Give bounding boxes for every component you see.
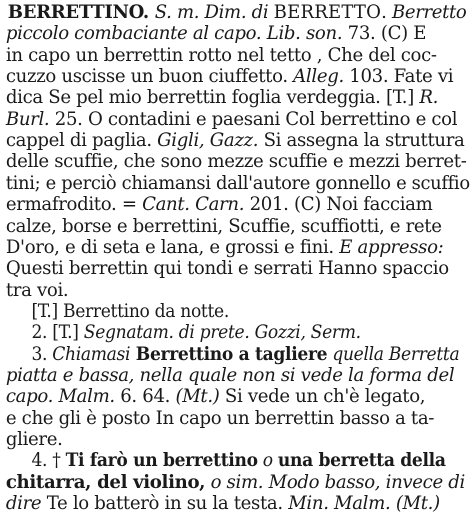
entry-line <box>0 450 470 472</box>
entry-text-segment: cappel di paglia. <box>5 130 158 152</box>
entry-line <box>0 280 470 302</box>
entry-text-segment: dire <box>5 493 42 515</box>
entry-text-segment: Berretto <box>391 2 467 23</box>
entry-text-segment: 2. [T.] <box>31 322 84 344</box>
entry-line <box>0 194 470 216</box>
entry-text-segment: BERRETTINO <box>7 2 143 23</box>
entry-line <box>0 408 470 430</box>
entry-text-segment: D'oro, e di seta e lana, e grossi e fini. <box>5 236 340 258</box>
entry-text-segment: 3. <box>31 343 53 365</box>
entry-text-segment: Burl. <box>5 108 50 130</box>
entry-text-segment: Min. Malm. <box>288 493 391 515</box>
entry-line <box>0 237 470 259</box>
entry-text-segment: gliere. <box>5 429 63 450</box>
entry-text-segment: 4. † <box>31 450 66 472</box>
entry-line <box>0 87 470 109</box>
entry-line <box>0 66 470 88</box>
entry-text-segment: Questi berrettin qui tondi e serrati Hanno spaccio <box>5 258 449 280</box>
entry-text-segment: Alleg. <box>293 66 344 88</box>
entry-text-segment: (Mt.) <box>395 493 440 515</box>
entry-line <box>0 301 470 323</box>
entry-text-segment: 73. (C) E <box>342 23 427 45</box>
entry-text-segment: Chiamasi <box>52 343 131 365</box>
entry-text-segment: 103. Fate vi <box>343 66 454 88</box>
entry-text-segment: ermafrodito. = <box>5 194 143 216</box>
entry-text-segment: 25. O contadini e paesani Col berrettino e col <box>49 108 458 130</box>
entry-line <box>0 172 470 195</box>
entry-text-segment: Berrettino a tagliere <box>130 343 328 365</box>
entry-text-segment: e che gli è posto In capo un berrettin basso a ta- <box>5 407 435 429</box>
entry-text-segment: tra voi. <box>5 279 69 301</box>
entry-text-segment: Te lo batterò in su la testa. <box>41 493 289 515</box>
entry-line <box>0 130 470 152</box>
entry-text-segment: piatta e bassa, nella quale non si vede la forma del <box>5 364 455 386</box>
entry-line <box>0 386 470 408</box>
entry-text-segment: o <box>257 450 278 472</box>
entry-text-segment: in capo un berrettin rotto nel tetto , Che del coc- <box>5 44 437 66</box>
entry-line <box>0 472 470 494</box>
entry-line <box>0 216 470 238</box>
entry-line <box>0 258 470 280</box>
entry-text-segment: E appresso: <box>339 236 444 258</box>
entry-text-segment: Cant. Carn. <box>142 194 245 216</box>
entry-text-segment: chitarra, del violino, <box>5 471 206 493</box>
entry-text-segment: o sim. Modo basso, invece di <box>205 471 465 493</box>
entry-text-segment: 6. 64. <box>114 386 176 408</box>
entry-text-segment: BERRETTO <box>273 2 382 23</box>
entry-text-segment: (Mt.) <box>175 386 220 408</box>
entry-text-segment: Gigli, Gazz. <box>157 130 259 152</box>
entry-text-segment: Si vede un ch'è legato, <box>219 386 426 408</box>
entry-line <box>0 23 470 45</box>
entry-text-segment: una berretta della <box>277 450 446 472</box>
entry-text-segment: dica Se pel mio berrettin foglia verdeggia. [T.] <box>5 87 420 109</box>
entry-text-segment: Si assegna la struttura <box>258 130 465 152</box>
entry-line <box>0 109 470 131</box>
entry-line <box>0 322 470 344</box>
entry-text-segment: Ti farò un berrettino <box>65 450 258 472</box>
entry-text-segment: Segnatam. di prete. Gozzi, Serm. <box>83 322 361 344</box>
entry-line <box>0 493 470 515</box>
entry-line <box>0 344 470 366</box>
entry-text-segment: tini; e perciò chiamansi dall'autore gonnello e scuffio <box>5 172 470 194</box>
entry-text-segment: S. m. Dim. di <box>154 2 274 23</box>
entry-line <box>0 45 470 67</box>
entry-text-segment: cuzzo uscisse un buon ciuffetto. <box>5 66 294 88</box>
entry-text-segment: calze, borse e berrettini, Scuffie, scuffiotti, e rete <box>5 215 442 237</box>
entry-text-segment: quella Berretta <box>327 343 460 365</box>
entry-text-segment: 201. (C) Noi facciam <box>244 194 433 216</box>
entry-line <box>0 2 470 24</box>
entry-text-segment: piccolo combaciante al capo. Lib. son. <box>5 23 343 45</box>
entry-text-segment: . <box>381 2 392 23</box>
entry-text-segment: [T.] Berrettino da notte. <box>31 300 229 322</box>
entry-text-segment: delle scuffie, che sono mezze scuffie e mezzi berret- <box>5 151 467 173</box>
entry-text-segment: R. <box>419 87 439 109</box>
entry-text-segment: . <box>142 2 155 23</box>
entry-line <box>0 365 470 387</box>
entry-line <box>0 151 470 173</box>
entry-text-segment: capo. Malm. <box>5 386 115 408</box>
entry-line <box>0 429 470 451</box>
